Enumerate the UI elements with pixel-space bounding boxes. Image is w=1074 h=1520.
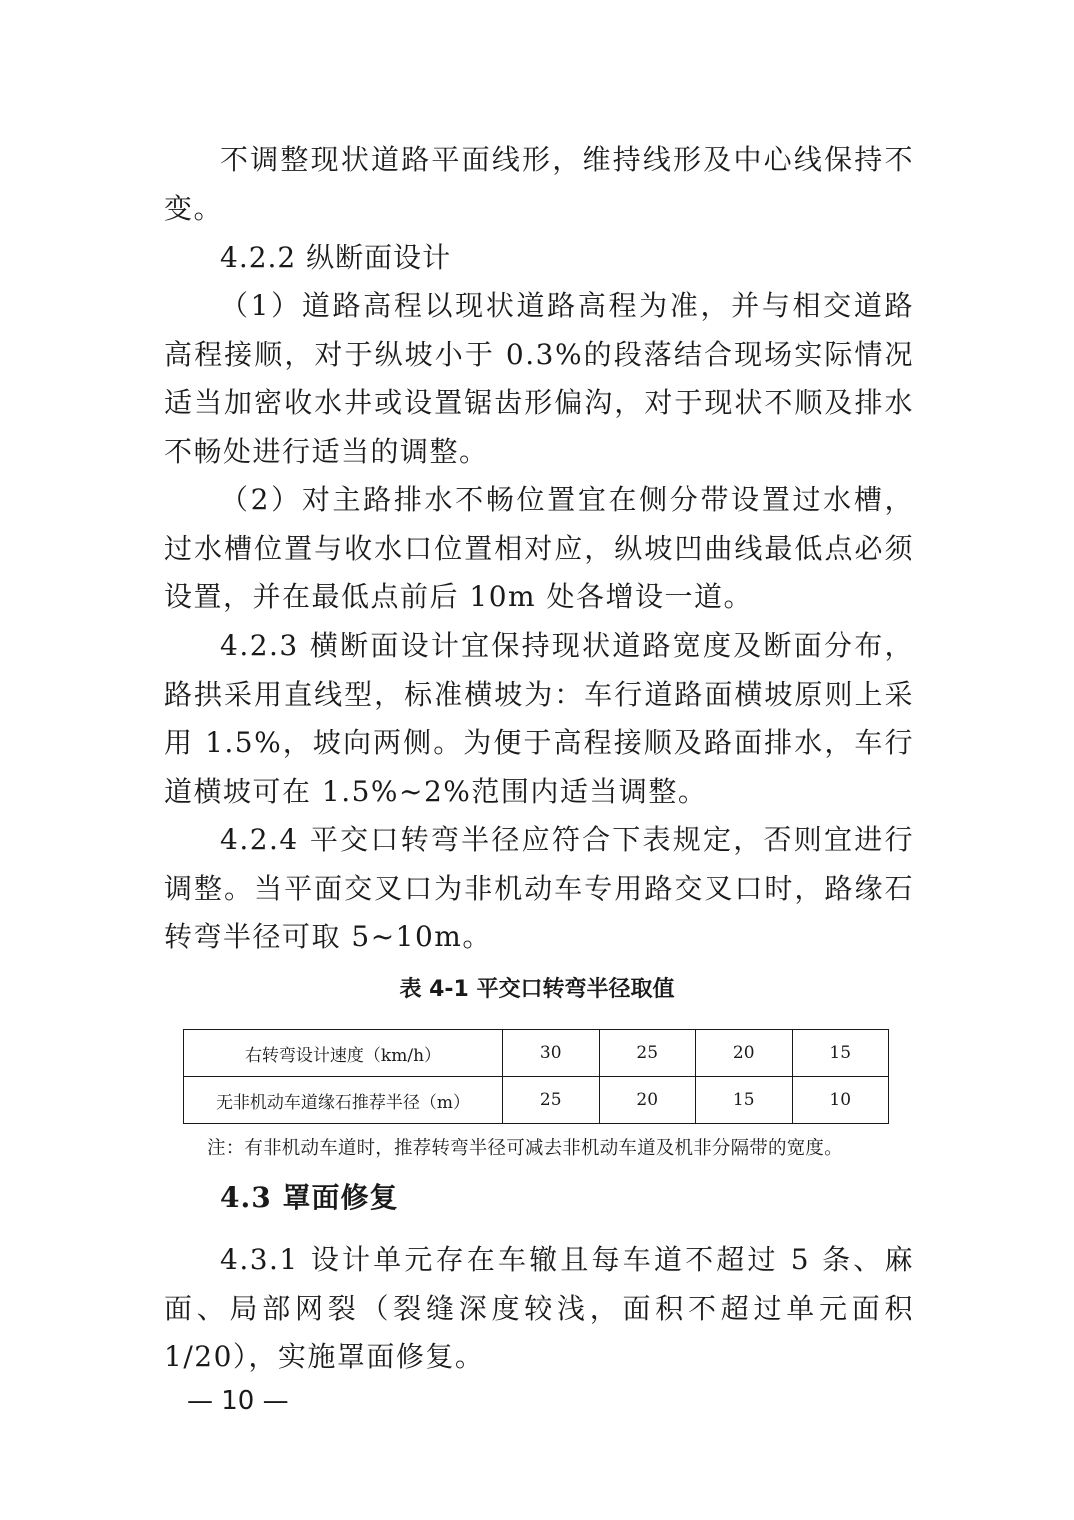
- table-caption: 表 4-1 平交口转弯半径取值: [399, 977, 675, 1002]
- paragraph-elevation: （1）道路高程以现状道路高程为准，并与相交道路高程接顺，对于纵坡小于 0.3%的段落结合现场实际情况适当加密收水井或设置锯齿形偏沟，对于现状不顺及排水不畅处进行适当的调整。: [164, 289, 914, 468]
- table-row: [184, 1077, 889, 1124]
- row-label-design-speed: 右转弯设计速度（km/h）: [184, 1030, 503, 1077]
- table-cell: 15: [696, 1077, 793, 1124]
- table-cell: 10: [792, 1077, 889, 1124]
- table-note: 注：有非机动车道时，推荐转弯半径可减去非机动车道及机非分隔带的宽度。: [207, 1138, 843, 1159]
- row-label-curb-radius: 无非机动车道缘石推荐半径（m）: [184, 1077, 503, 1124]
- paragraph-turning-radius: 4.2.4 平交口转弯半径应符合下表规定，否则宜进行调整。当平面交叉口为非机动车专用路交叉口时，路缘石转弯半径可取 5~10m。: [164, 823, 914, 953]
- table-cell: 30: [503, 1030, 600, 1077]
- table-cell: 25: [503, 1077, 600, 1124]
- heading-4-2-2: 4.2.2 纵断面设计: [220, 241, 452, 274]
- table-row: [184, 1030, 889, 1077]
- turning-radius-table: [183, 1029, 889, 1124]
- paragraph-road-plan: 不调整现状道路平面线形，维持线形及中心线保持不变。: [164, 143, 914, 225]
- paragraph-overlay-repair: 4.3.1 设计单元存在车辙且每车道不超过 5 条、麻面、局部网裂（裂缝深度较浅，面积不超过单元面积 1/20），实施罩面修复。: [164, 1243, 914, 1373]
- table-cell: 20: [599, 1077, 696, 1124]
- page-number: — 10 —: [187, 1386, 289, 1416]
- table-cell: 25: [599, 1030, 696, 1077]
- heading-4-3: 4.3 罩面修复: [220, 1181, 399, 1214]
- paragraph-cross-section: 4.2.3 横断面设计宜保持现状道路宽度及断面分布，路拱采用直线型，标准横坡为：车行道路面横坡原则上采用 1.5%，坡向两侧。为便于高程接顺及路面排水，车行道横坡可在 1.5%~2%范围内适当调整。: [164, 629, 914, 808]
- table-cell: 20: [696, 1030, 793, 1077]
- paragraph-drainage: （2）对主路排水不畅位置宜在侧分带设置过水槽，过水槽位置与收水口位置相对应，纵坡凹曲线最低点必须设置，并在最低点前后 10m 处各增设一道。: [164, 483, 914, 613]
- table-cell: 15: [792, 1030, 889, 1077]
